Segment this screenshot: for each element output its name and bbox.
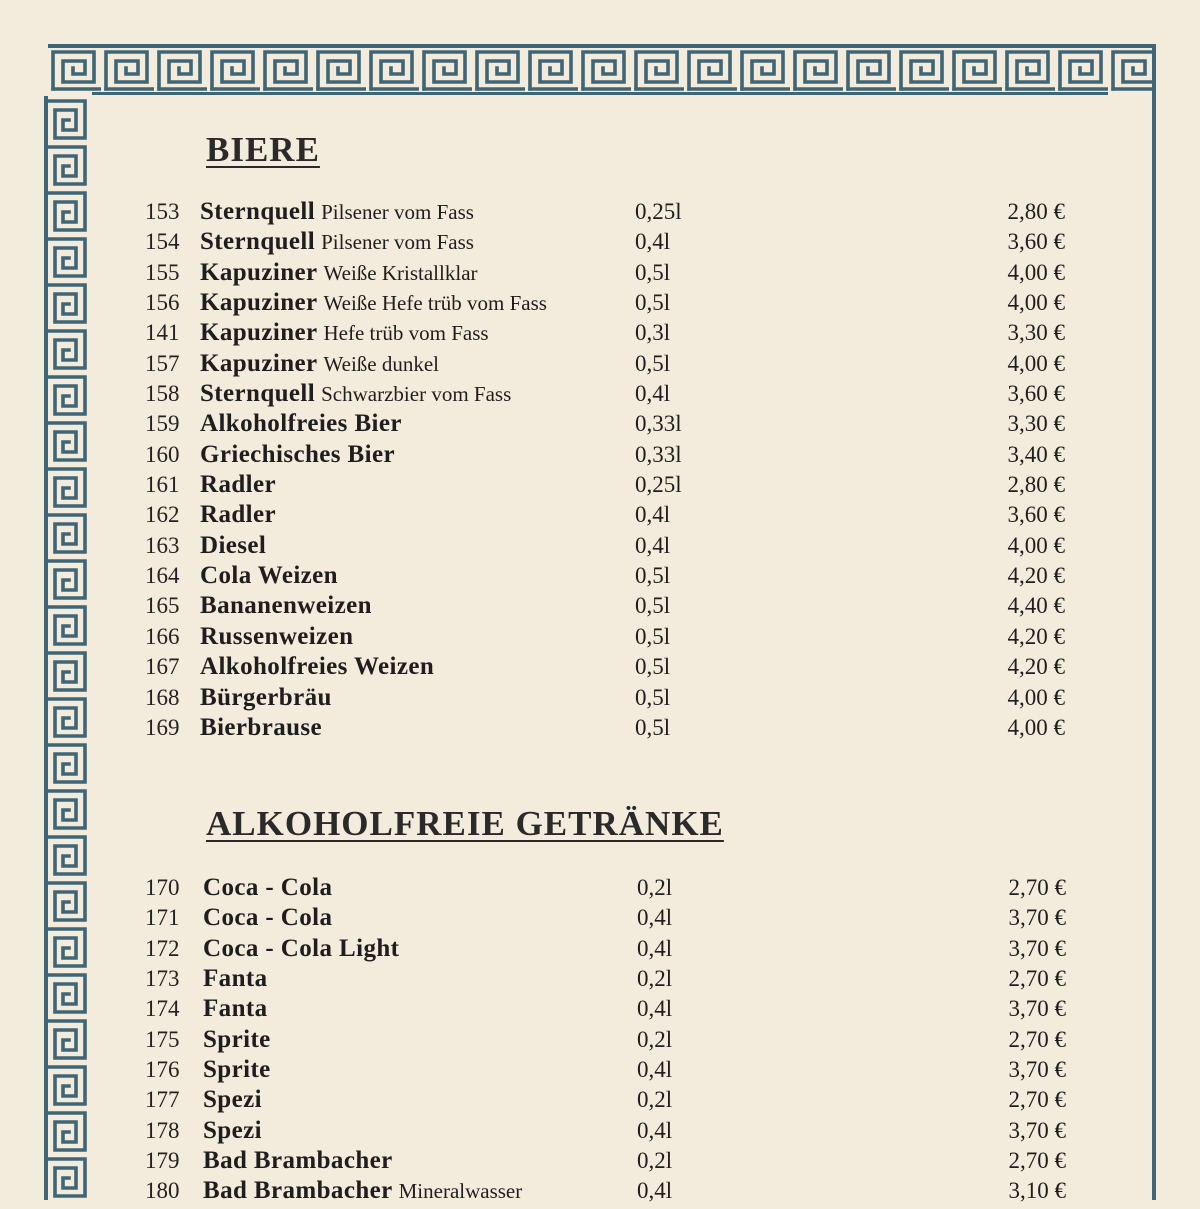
menu-item bbox=[145, 652, 1065, 682]
item-volume: 0,33l bbox=[635, 411, 682, 437]
item-name-group bbox=[203, 1025, 271, 1058]
item-price: 3,30 € bbox=[1007, 411, 1065, 437]
item-price: 3,40 € bbox=[1007, 441, 1065, 467]
item-name: Coca - Cola bbox=[203, 904, 333, 932]
item-name: Bierbrause bbox=[200, 713, 323, 741]
menu-item bbox=[145, 622, 1065, 652]
item-number: 176 bbox=[145, 1057, 180, 1083]
menu-item bbox=[145, 561, 1065, 591]
item-volume: 0,5l bbox=[635, 684, 671, 710]
item-name-group bbox=[200, 288, 547, 321]
menu-item bbox=[145, 227, 1065, 257]
item-name-group bbox=[200, 258, 478, 291]
item-name-group bbox=[203, 1176, 522, 1209]
item-price: 2,70 € bbox=[1008, 1087, 1066, 1113]
item-name: Sternquell bbox=[200, 198, 316, 225]
item-description: Weiße Kristallklar bbox=[323, 260, 478, 285]
item-price: 3,70 € bbox=[1008, 905, 1066, 931]
item-price: 2,70 € bbox=[1008, 1148, 1066, 1174]
item-name-group bbox=[200, 683, 332, 716]
item-name: Radler bbox=[200, 501, 276, 529]
item-name-group bbox=[203, 1085, 262, 1118]
menu-item bbox=[145, 994, 1065, 1024]
item-number: 153 bbox=[145, 199, 180, 224]
item-number: 180 bbox=[145, 1178, 180, 1204]
item-price: 3,70 € bbox=[1008, 935, 1066, 961]
item-volume: 0,25l bbox=[635, 472, 682, 498]
menu-item bbox=[145, 683, 1065, 713]
menu-item bbox=[145, 440, 1065, 470]
item-name: Radler bbox=[200, 471, 276, 499]
menu-item bbox=[145, 379, 1065, 409]
item-volume: 0,2l bbox=[637, 1026, 673, 1052]
item-name-group bbox=[200, 409, 402, 442]
item-name-group bbox=[200, 713, 322, 746]
item-name-group bbox=[200, 227, 474, 260]
item-name-group bbox=[200, 318, 489, 351]
item-name: Kapuziner bbox=[200, 319, 318, 347]
item-name-group bbox=[200, 561, 338, 594]
item-name: Fanta bbox=[203, 995, 268, 1023]
item-description: Weiße dunkel bbox=[323, 351, 440, 376]
item-number: 164 bbox=[145, 563, 180, 589]
menu-item bbox=[145, 964, 1065, 994]
item-name: Spezi bbox=[203, 1116, 262, 1144]
item-volume: 0,5l bbox=[635, 654, 671, 680]
item-price: 4,20 € bbox=[1007, 654, 1065, 680]
item-volume: 0,5l bbox=[635, 563, 671, 589]
item-number: 162 bbox=[145, 502, 180, 528]
item-name: Bad Brambacher bbox=[203, 1177, 393, 1205]
menu-item bbox=[145, 1146, 1065, 1176]
item-name: Sprite bbox=[203, 1056, 271, 1084]
item-price: 4,00 € bbox=[1007, 714, 1065, 740]
item-name-group bbox=[203, 964, 268, 997]
item-name: Fanta bbox=[203, 965, 268, 993]
menu-item bbox=[145, 713, 1065, 743]
menu-item bbox=[145, 1055, 1065, 1085]
item-name-group bbox=[203, 903, 332, 936]
item-number: 154 bbox=[145, 229, 180, 255]
item-description: Pilsener vom Fass bbox=[321, 230, 474, 255]
item-name-group bbox=[200, 379, 511, 412]
item-price: 4,00 € bbox=[1007, 259, 1065, 285]
item-name-group bbox=[203, 994, 268, 1027]
menu-list-alkoholfreie-getraenke bbox=[145, 873, 1065, 1207]
item-price: 4,00 € bbox=[1007, 684, 1065, 710]
menu-item bbox=[145, 1116, 1065, 1146]
item-price: 2,80 € bbox=[1007, 199, 1065, 224]
item-price: 3,70 € bbox=[1008, 1117, 1066, 1143]
item-name: Spezi bbox=[203, 1086, 262, 1114]
item-volume: 0,4l bbox=[635, 532, 671, 558]
item-number: 165 bbox=[145, 593, 180, 619]
item-volume: 0,5l bbox=[635, 259, 671, 285]
item-price: 2,70 € bbox=[1008, 875, 1066, 900]
item-price: 4,40 € bbox=[1007, 593, 1065, 619]
item-volume: 0,4l bbox=[637, 1117, 673, 1143]
item-volume: 0,2l bbox=[637, 1087, 673, 1113]
item-number: 175 bbox=[145, 1026, 180, 1052]
item-description: Schwarzbier vom Fass bbox=[321, 382, 512, 407]
item-price: 3,60 € bbox=[1007, 502, 1065, 528]
item-name-group bbox=[200, 470, 276, 503]
item-name-group bbox=[200, 591, 372, 624]
item-price: 2,80 € bbox=[1007, 472, 1065, 498]
menu-item bbox=[145, 1085, 1065, 1115]
item-volume: 0,4l bbox=[635, 229, 671, 255]
item-volume: 0,4l bbox=[637, 905, 673, 931]
section-title-biere: BIERE bbox=[206, 130, 320, 169]
menu-item bbox=[145, 1176, 1065, 1206]
item-number: 157 bbox=[145, 350, 180, 376]
item-volume: 0,4l bbox=[635, 381, 671, 407]
item-price: 3,60 € bbox=[1007, 229, 1065, 255]
item-number: 179 bbox=[145, 1148, 180, 1174]
item-name-group bbox=[200, 349, 439, 382]
menu-item bbox=[145, 409, 1065, 439]
menu-item bbox=[145, 1025, 1065, 1055]
item-number: 169 bbox=[145, 714, 180, 740]
item-volume: 0,2l bbox=[637, 966, 673, 992]
item-volume: 0,4l bbox=[635, 502, 671, 528]
item-name: Cola Weizen bbox=[200, 562, 338, 590]
item-volume: 0,4l bbox=[637, 1178, 673, 1204]
item-name: Diesel bbox=[200, 531, 267, 559]
item-name: Sternquell bbox=[200, 380, 316, 408]
item-number: 160 bbox=[145, 441, 180, 467]
item-name: Griechisches Bier bbox=[200, 440, 395, 468]
item-description: Weiße Hefe trüb vom Fass bbox=[323, 291, 547, 316]
item-name: Kapuziner bbox=[200, 258, 318, 286]
menu-item bbox=[145, 349, 1065, 379]
item-name-group bbox=[200, 440, 395, 473]
item-number: 172 bbox=[145, 935, 180, 961]
item-price: 4,20 € bbox=[1007, 623, 1065, 649]
item-volume: 0,5l bbox=[635, 350, 671, 376]
item-description: Hefe trüb vom Fass bbox=[323, 321, 489, 346]
item-volume: 0,3l bbox=[635, 320, 671, 346]
item-volume: 0,4l bbox=[637, 935, 673, 961]
menu-item bbox=[145, 591, 1065, 621]
item-volume: 0,4l bbox=[637, 996, 673, 1022]
item-name: Kapuziner bbox=[200, 349, 318, 377]
item-name: Bananenweizen bbox=[200, 592, 372, 620]
item-number: 159 bbox=[145, 411, 180, 437]
menu-list-biere bbox=[145, 197, 1065, 743]
menu-item bbox=[145, 500, 1065, 530]
item-name-group bbox=[200, 531, 266, 564]
item-name-group bbox=[203, 1055, 271, 1088]
item-name: Alkoholfreies Bier bbox=[200, 410, 402, 438]
item-price: 3,70 € bbox=[1008, 1057, 1066, 1083]
item-name: Coca - Cola bbox=[203, 874, 333, 901]
item-number: 141 bbox=[145, 320, 180, 346]
item-name-group bbox=[200, 652, 434, 685]
item-description: Pilsener vom Fass bbox=[321, 200, 474, 224]
item-price: 4,00 € bbox=[1007, 290, 1065, 316]
item-volume: 0,5l bbox=[635, 714, 671, 740]
item-price: 3,70 € bbox=[1008, 996, 1066, 1022]
menu-item bbox=[145, 934, 1065, 964]
item-name-group bbox=[203, 934, 399, 967]
item-number: 161 bbox=[145, 472, 180, 498]
item-name-group bbox=[203, 1116, 262, 1149]
item-price: 4,00 € bbox=[1007, 350, 1065, 376]
item-price: 4,00 € bbox=[1007, 532, 1065, 558]
menu-item bbox=[145, 318, 1065, 348]
item-volume: 0,5l bbox=[635, 290, 671, 316]
item-volume: 0,5l bbox=[635, 623, 671, 649]
item-volume: 0,4l bbox=[637, 1057, 673, 1083]
item-number: 173 bbox=[145, 966, 180, 992]
item-price: 2,70 € bbox=[1008, 966, 1066, 992]
item-number: 171 bbox=[145, 905, 180, 931]
menu-item bbox=[145, 470, 1065, 500]
item-description: Mineralwasser bbox=[398, 1179, 523, 1204]
item-number: 174 bbox=[145, 996, 180, 1022]
item-number: 163 bbox=[145, 532, 180, 558]
item-number: 166 bbox=[145, 623, 180, 649]
item-price: 3,10 € bbox=[1008, 1178, 1066, 1204]
item-price: 3,30 € bbox=[1007, 320, 1065, 346]
item-number: 177 bbox=[145, 1087, 180, 1113]
menu-item bbox=[145, 873, 1065, 903]
item-name-group bbox=[203, 1146, 393, 1179]
item-price: 2,70 € bbox=[1008, 1026, 1066, 1052]
section-title-alkoholfreie-getraenke: ALKOHOLFREIE GETRÄNKE bbox=[206, 804, 724, 843]
item-volume: 0,25l bbox=[635, 199, 682, 224]
menu-item bbox=[145, 197, 1065, 227]
menu-item bbox=[145, 258, 1065, 288]
item-volume: 0,5l bbox=[635, 593, 671, 619]
item-price: 4,20 € bbox=[1007, 563, 1065, 589]
menu-item bbox=[145, 288, 1065, 318]
item-name: Coca - Cola Light bbox=[203, 934, 400, 962]
item-number: 170 bbox=[145, 875, 180, 900]
item-volume: 0,2l bbox=[637, 1148, 673, 1174]
item-name: Alkoholfreies Weizen bbox=[200, 653, 435, 681]
item-name-group bbox=[200, 500, 276, 533]
item-name-group bbox=[200, 622, 353, 655]
item-name: Russenweizen bbox=[200, 622, 354, 650]
item-name-group bbox=[200, 197, 474, 230]
item-number: 156 bbox=[145, 290, 180, 316]
item-name: Sternquell bbox=[200, 228, 316, 256]
item-name-group bbox=[203, 873, 332, 906]
item-number: 158 bbox=[145, 381, 180, 407]
item-number: 168 bbox=[145, 684, 180, 710]
item-number: 167 bbox=[145, 654, 180, 680]
item-name: Kapuziner bbox=[200, 289, 318, 317]
item-volume: 0,33l bbox=[635, 441, 682, 467]
menu-item bbox=[145, 903, 1065, 933]
item-name: Sprite bbox=[203, 1025, 271, 1053]
menu-item bbox=[145, 531, 1065, 561]
item-price: 3,60 € bbox=[1007, 381, 1065, 407]
item-name: Bad Brambacher bbox=[203, 1147, 393, 1175]
item-number: 178 bbox=[145, 1117, 180, 1143]
item-number: 155 bbox=[145, 259, 180, 285]
item-volume: 0,2l bbox=[637, 875, 673, 900]
item-name: Bürgerbräu bbox=[200, 683, 332, 711]
